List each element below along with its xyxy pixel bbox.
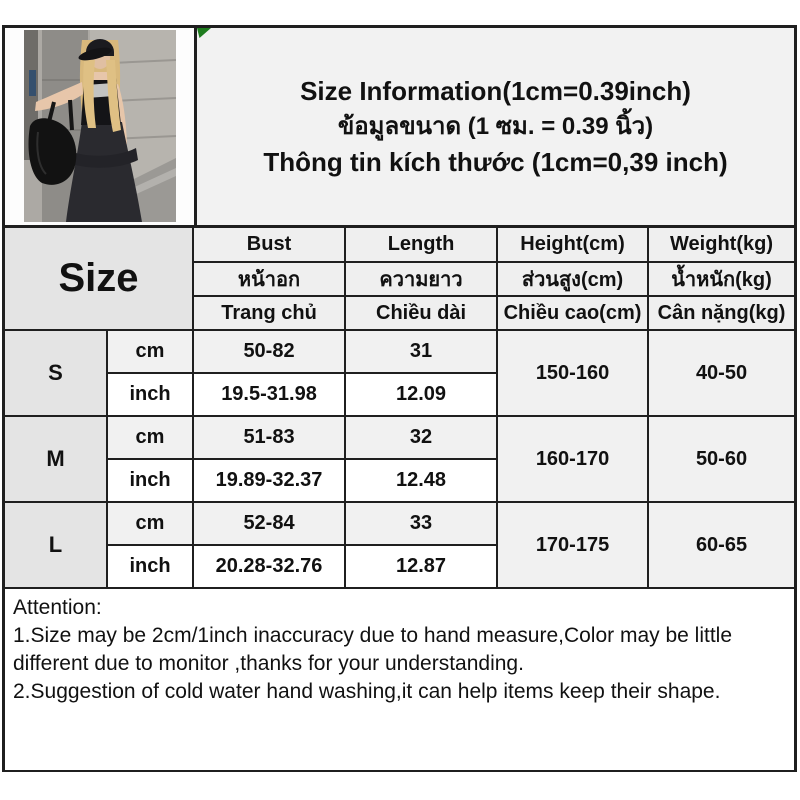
m-bust-cm: 51-83 — [193, 416, 345, 459]
l-weight: 60-65 — [648, 502, 794, 588]
product-photo — [24, 30, 176, 222]
l-length-inch: 12.87 — [345, 545, 497, 588]
green-corner-marker-icon — [197, 28, 211, 38]
unit-inch: inch — [107, 459, 193, 502]
size-label-m: M — [5, 416, 107, 502]
s-weight: 40-50 — [648, 330, 794, 416]
l-bust-cm: 52-84 — [193, 502, 345, 545]
size-label-l: L — [5, 502, 107, 588]
col-header-length-en: Length — [345, 228, 497, 262]
col-header-bust-vi: Trang chủ — [193, 296, 345, 330]
col-header-weight-th: น้ำหนัก(kg) — [648, 262, 794, 296]
unit-cm: cm — [107, 502, 193, 545]
m-bust-inch: 19.89-32.37 — [193, 459, 345, 502]
col-header-bust-en: Bust — [193, 228, 345, 262]
table-row-s-cm — [5, 330, 794, 373]
m-height: 160-170 — [497, 416, 648, 502]
product-photo-cell — [5, 28, 197, 225]
unit-inch: inch — [107, 545, 193, 588]
unit-cm: cm — [107, 416, 193, 459]
title-vietnamese: Thông tin kích thước (1cm=0,39 inch) — [263, 147, 728, 177]
l-height: 170-175 — [497, 502, 648, 588]
attention-section — [5, 589, 794, 770]
s-length-inch: 12.09 — [345, 373, 497, 416]
col-header-weight-en: Weight(kg) — [648, 228, 794, 262]
title-english: Size Information(1cm=0.39inch) — [300, 76, 691, 106]
col-header-height-vi: Chiều cao(cm) — [497, 296, 648, 330]
l-length-cm: 33 — [345, 502, 497, 545]
col-header-length-vi: Chiều dài — [345, 296, 497, 330]
table-row-l-cm — [5, 502, 794, 545]
col-header-length-th: ความยาว — [345, 262, 497, 296]
m-length-cm: 32 — [345, 416, 497, 459]
size-table — [5, 228, 794, 589]
m-length-inch: 12.48 — [345, 459, 497, 502]
unit-inch: inch — [107, 373, 193, 416]
size-label-s: S — [5, 330, 107, 416]
col-header-weight-vi: Cân nặng(kg) — [648, 296, 794, 330]
col-header-bust-th: หน้าอก — [193, 262, 345, 296]
col-header-height-th: ส่วนสูง(cm) — [497, 262, 648, 296]
s-bust-inch: 19.5-31.98 — [193, 373, 345, 416]
m-weight: 50-60 — [648, 416, 794, 502]
title-thai: ข้อมูลขนาด (1 ซม. = 0.39 นิ้ว) — [337, 113, 654, 140]
attention-heading: Attention: — [13, 596, 102, 619]
s-length-cm: 31 — [345, 330, 497, 373]
title-cell — [197, 28, 794, 225]
s-height: 150-160 — [497, 330, 648, 416]
l-bust-inch: 20.28-32.76 — [193, 545, 345, 588]
size-header-cell: Size — [5, 228, 193, 330]
s-bust-cm: 50-82 — [193, 330, 345, 373]
size-chart-sheet — [2, 25, 797, 772]
table-row-m-cm — [5, 416, 794, 459]
top-section — [5, 28, 794, 228]
col-header-height-en: Height(cm) — [497, 228, 648, 262]
attention-note-1: 1.Size may be 2cm/1inch inaccuracy due to hand measure,Color may be little different due to monitor ,thanks for your understanding. — [13, 624, 733, 675]
attention-note-2: 2.Suggestion of cold water hand washing,it can help items keep their shape. — [13, 680, 721, 703]
unit-cm: cm — [107, 330, 193, 373]
